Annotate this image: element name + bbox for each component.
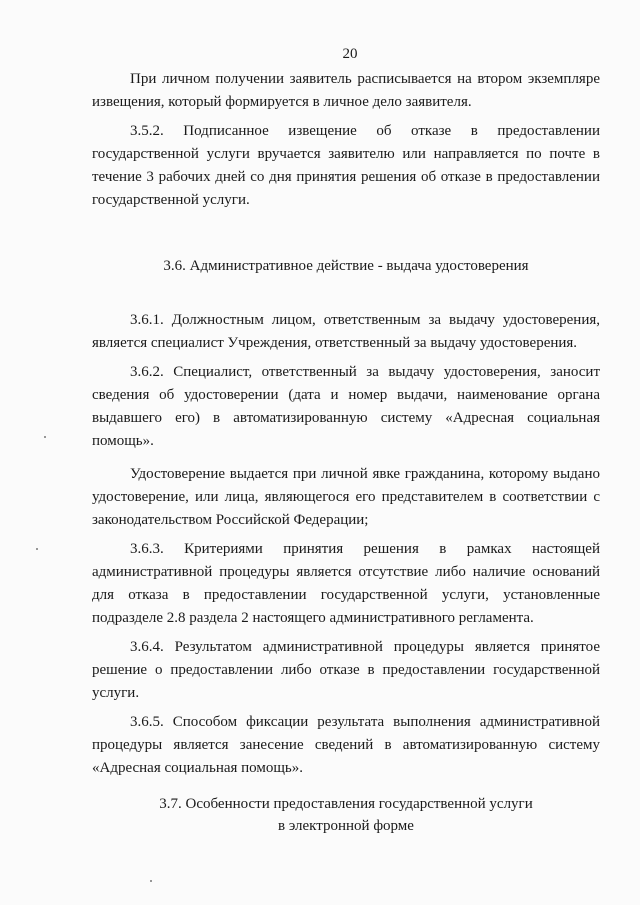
heading-3-6: 3.6. Административное действие - выдача удостоверения [163, 258, 529, 274]
paragraph-3-6-3: 3.6.3. Критериями принятия решения в рамках настоящей административной процедуры является отсутствие либо наличие оснований для отказа в предоставлении государственной услуги, установленные подразделе 2.8 раздела 2 настоящего административного регламента. [92, 541, 600, 626]
paragraph-certificate-issue: Удостоверение выдается при личной явке гражданина, которому выдано удостоверение, или лица, являющегося его представителем в соответствии с законодательством Российской Федерации; [92, 466, 600, 528]
scan-speck [44, 436, 46, 438]
section-3-5-continuation [92, 68, 600, 212]
heading-3-7 [92, 793, 600, 837]
page-number: 20 [342, 46, 358, 62]
paragraph-3-6-5: 3.6.5. Способом фиксации результата выполнения административной процедуры является занесение сведений в автоматизированную систему «Адресная социальная помощь». [92, 714, 600, 776]
section-3-6-body [92, 309, 600, 780]
paragraph-personal-receipt: При личном получении заявитель расписывается на втором экземпляре извещения, который формируется в личное дело заявителя. [92, 71, 600, 110]
heading-3-7-line2: в электронной форме [278, 818, 414, 834]
paragraph-3-6-4: 3.6.4. Результатом административной процедуры является принятое решение о предоставлении либо отказе в предоставлении государственной услуги. [92, 639, 600, 701]
scan-speck [36, 548, 38, 550]
heading-3-7-line1: 3.7. Особенности предоставления государственной услуги [159, 796, 533, 812]
scan-speck [150, 880, 152, 882]
paragraph-3-5-2: 3.5.2. Подписанное извещение об отказе в предоставлении государственной услуги вручается заявителю или направляется по почте в течение 3 рабочих дней со дня принятия решения об отказе в предоставлении государственной услуги. [92, 123, 600, 208]
paragraph-3-6-2: 3.6.2. Специалист, ответственный за выдачу удостоверения, заносит сведения об удостоверении (дата и номер выдачи, наименование органа выдавшего его) в автоматизированную систему «Адресная социальная помощь». [92, 364, 600, 449]
paragraph-3-6-1: 3.6.1. Должностным лицом, ответственным за выдачу удостоверения, является специалист Учреждения, ответственный за выдачу удостоверения. [92, 312, 600, 351]
